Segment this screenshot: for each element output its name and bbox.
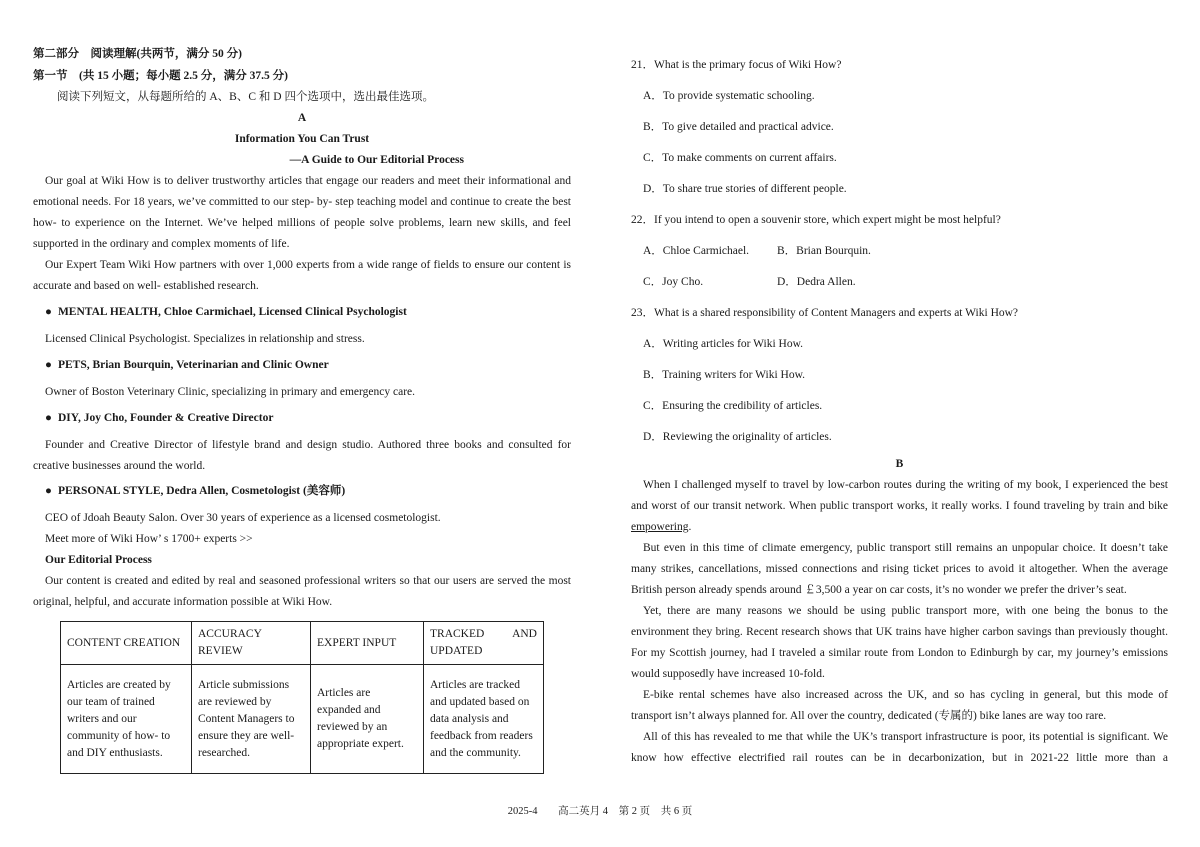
table-cell: Article submissions are reviewed by Content Managers to ensure they are well- researched.	[192, 665, 311, 774]
table-cell: Articles are tracked and updated based on data analysis and feedback from readers and the community.	[424, 665, 544, 774]
question-option: A．To provide systematic schooling.	[643, 90, 815, 102]
bullet-icon: ●	[45, 485, 52, 497]
process-title: Our Editorial Process	[45, 554, 152, 566]
question-stem: 23．What is a shared responsibility of Content Managers and experts at Wiki How?	[631, 307, 1019, 319]
right-column	[631, 50, 1168, 769]
table-cell: Articles are created by our team of trained writers and our community of how- to and DIY enthusiasts.	[61, 665, 192, 774]
instruction: 阅读下列短文，从每题所给的 A、B、C 和 D 四个选项中，选出最佳选项。	[57, 91, 434, 103]
passage-subtitle: —A Guide to Our Editorial Process	[289, 154, 464, 166]
passage-letter-a: A	[297, 112, 307, 124]
question-option: D．To share true stories of different people.	[643, 183, 847, 195]
question-option: C．Joy Cho.	[643, 276, 704, 288]
footer-total: 共 6 页	[660, 806, 693, 817]
question-option-row	[643, 267, 1168, 298]
expert-description: Licensed Clinical Psychologist. Specializes in relationship and stress.	[45, 333, 365, 345]
bullet-icon: ●	[45, 412, 52, 424]
table-header-cell: EXPERT INPUT	[311, 622, 424, 665]
expert-heading: ● DIY, Joy Cho, Founder & Creative Director	[45, 412, 274, 424]
page-footer	[0, 801, 1200, 822]
question-option: C．Ensuring the credibility of articles.	[643, 400, 823, 412]
process-text: Our content is created and edited by real and seasoned professional writers so that our users are served the most original, helpful, and accurate information possible at Wiki How.	[33, 575, 571, 608]
question-option: B．Training writers for Wiki How.	[643, 369, 806, 381]
process-table	[60, 621, 544, 774]
paragraph: When I challenged myself to travel by low-carbon routes during the writing of my book, I experienced the best and worst of our transit network. When public transport works, it really works. I found traveling by train and bike empowering.	[631, 479, 1168, 533]
question-option: D．Dedra Allen.	[777, 276, 856, 288]
bullet-icon: ●	[45, 359, 52, 371]
expert-description: Owner of Boston Veterinary Clinic, specializing in primary and emergency care.	[45, 386, 416, 398]
paragraph: Our goal at Wiki How is to deliver trustworthy articles that engage our readers and meet their informational and emotional needs. For 18 years, we’ve committed to our step- by- step teaching model and continue to create the best how- to experience on the Internet. We’ve helped millions of people solve problems, learn new skills, and feel supported in the ordinary and complex moments of life.	[33, 175, 571, 250]
more-experts-link: Meet more of Wiki How’ s 1700+ experts >>	[45, 533, 253, 545]
question-stem: 22．If you intend to open a souvenir store, which expert might be most helpful?	[631, 214, 1001, 226]
expert-heading: ● PERSONAL STYLE, Dedra Allen, Cosmetologist (美容师)	[45, 485, 346, 497]
table-cell: Articles are expanded and reviewed by an appropriate expert.	[311, 665, 424, 774]
question-stem: 21．What is the primary focus of Wiki How?	[631, 59, 842, 71]
footer-date: 2025-4	[507, 806, 538, 817]
question-option: C．To make comments on current affairs.	[643, 152, 837, 164]
table-header-cell: TRACKED AND UPDATED	[424, 622, 544, 665]
question-option: A．Chloe Carmichael.	[643, 245, 750, 257]
table-header-row	[61, 622, 544, 665]
expert-description: Founder and Creative Director of lifestyle brand and design studio. Authored three books and consulted for creative businesses around the world.	[33, 439, 571, 472]
question-option: A．Writing articles for Wiki How.	[643, 338, 804, 350]
expert-heading: ● PETS, Brian Bourquin, Veterinarian and Clinic Owner	[45, 359, 329, 371]
bullet-icon: ●	[45, 306, 52, 318]
expert-heading: ● MENTAL HEALTH, Chloe Carmichael, Licensed Clinical Psychologist	[45, 306, 407, 318]
expert-description: CEO of Jdoah Beauty Salon. Over 30 years of experience as a licensed cosmetologist.	[45, 512, 441, 524]
section-subtitle: 第一节 (共 15 小题；每小题 2.5 分，满分 37.5 分)	[33, 70, 288, 82]
question-option: B．To give detailed and practical advice.	[643, 121, 834, 133]
underlined-word: empowering	[631, 521, 689, 533]
part-title: 第二部分 阅读理解(共两节，满分 50 分)	[33, 48, 242, 60]
paragraph: Yet, there are many reasons we should be using public transport more, with one being the bonus to the environment they bring. Recent research shows that UK trains have higher carbon savings than previously thought. For my Scottish journey, had I traveled a similar route from London to Edinburgh by car, my journey’s emissions would supposedly have increased 10-fold.	[631, 605, 1168, 680]
table-row	[61, 665, 544, 774]
footer-page: 第 2 页	[618, 806, 651, 817]
paragraph: E-bike rental schemes have also increased across the UK, and so has cycling in general, but this mode of transport isn’t always planned for. All over the country, dedicated (专属的) bike lanes are way too rare.	[631, 689, 1168, 722]
question-option-row	[643, 236, 1168, 267]
question-option: D．Reviewing the originality of articles.	[643, 431, 832, 443]
table-header-cell: ACCURACY REVIEW	[192, 622, 311, 665]
paragraph: Our Expert Team Wiki How partners with over 1,000 experts from a wide range of fields to ensure our content is accurate and based on well- established research.	[33, 259, 571, 292]
footer-exam: 高二英月 4	[558, 806, 608, 817]
paragraph: But even in this time of climate emergency, public transport still remains an unpopular choice. It doesn’t take many strikes, cancellations, missed connections and rising ticket prices to avoid it altogether. When the average British person already spends around ￡3,500 a year on car costs, it’s no wonder we prefer the driver’s seat.	[631, 542, 1168, 596]
passage-letter-b: B	[895, 458, 904, 470]
table-header-cell: CONTENT CREATION	[61, 622, 192, 665]
paragraph: All of this has revealed to me that while the UK’s transport infrastructure is poor, its potential is significant. We know how effective electrified rail routes can be in decarbonization, but in 2021-22 little more than a	[631, 731, 1168, 764]
question-option: B．Brian Bourquin.	[777, 245, 871, 257]
passage-title: Information You Can Trust	[234, 133, 370, 145]
left-column	[33, 44, 571, 774]
